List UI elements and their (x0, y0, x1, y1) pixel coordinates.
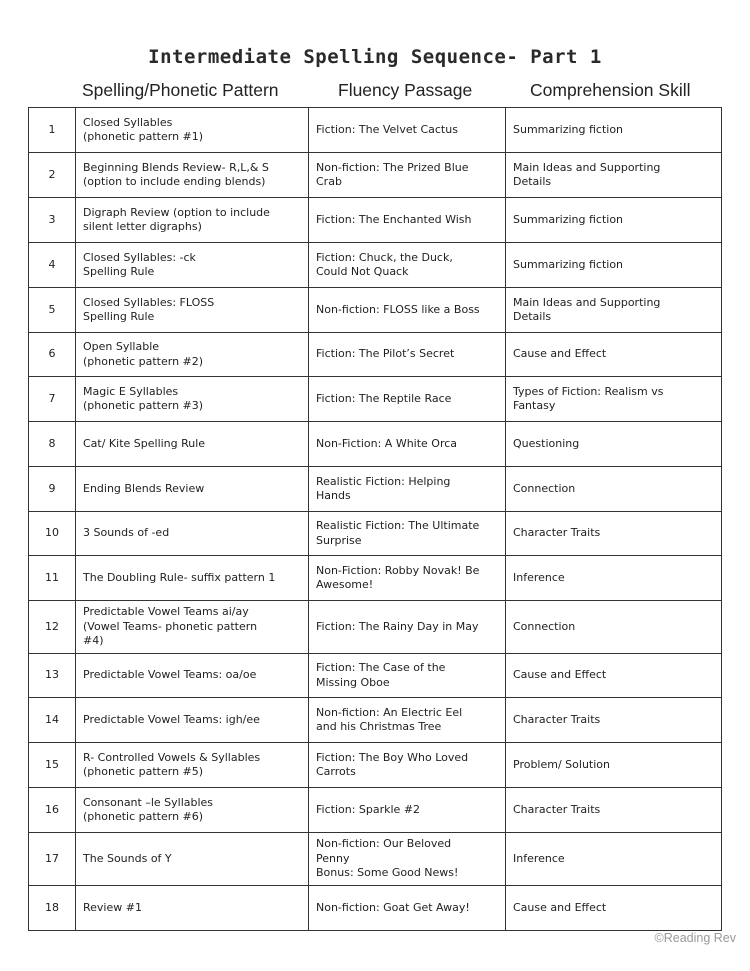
fluency-passage-cell: Fiction: Sparkle #2 (309, 788, 506, 833)
comprehension-skill-cell: Connection (506, 601, 722, 654)
fluency-passage-cell: Non-fiction: An Electric Eel and his Christmas Tree (309, 698, 506, 743)
row-number: 12 (29, 601, 76, 654)
comprehension-skill-cell: Problem/ Solution (506, 743, 722, 788)
spelling-pattern-cell: Closed Syllables: -ck Spelling Rule (76, 243, 309, 288)
row-number: 18 (29, 886, 76, 931)
spelling-pattern-cell: The Doubling Rule- suffix pattern 1 (76, 556, 309, 601)
fluency-passage-cell: Non-Fiction: Robby Novak! Be Awesome! (309, 556, 506, 601)
comprehension-skill-cell: Connection (506, 467, 722, 512)
fluency-passage-cell: Fiction: The Rainy Day in May (309, 601, 506, 654)
spelling-pattern-cell: Closed Syllables: FLOSS Spelling Rule (76, 288, 309, 333)
fluency-passage-cell: Fiction: The Enchanted Wish (309, 198, 506, 243)
comprehension-skill-cell: Character Traits (506, 788, 722, 833)
sequence-table-body (29, 108, 722, 931)
table-row (29, 743, 722, 788)
row-number: 16 (29, 788, 76, 833)
row-number: 2 (29, 153, 76, 198)
row-number: 7 (29, 377, 76, 422)
spelling-pattern-cell: Consonant –le Syllables (phonetic pattern #6) (76, 788, 309, 833)
document-title: Intermediate Spelling Sequence- Part 1 (148, 46, 602, 68)
fluency-passage-cell: Non-fiction: Goat Get Away! (309, 886, 506, 931)
row-number: 3 (29, 198, 76, 243)
spelling-pattern-cell: Review #1 (76, 886, 309, 931)
spelling-pattern-cell: Predictable Vowel Teams ai/ay (Vowel Teams- phonetic pattern #4) (76, 601, 309, 654)
fluency-passage-cell: Fiction: The Boy Who Loved Carrots (309, 743, 506, 788)
table-row (29, 833, 722, 886)
comprehension-skill-cell: Summarizing fiction (506, 243, 722, 288)
spelling-pattern-cell: Magic E Syllables (phonetic pattern #3) (76, 377, 309, 422)
header-spelling-pattern: Spelling/Phonetic Pattern (82, 80, 279, 100)
spelling-pattern-cell: Predictable Vowel Teams: igh/ee (76, 698, 309, 743)
spelling-pattern-cell: Beginning Blends Review- R,L,& S (option to include ending blends) (76, 153, 309, 198)
fluency-passage-cell: Realistic Fiction: Helping Hands (309, 467, 506, 512)
comprehension-skill-cell: Main Ideas and Supporting Details (506, 288, 722, 333)
table-row (29, 512, 722, 556)
fluency-passage-cell: Fiction: The Pilot’s Secret (309, 333, 506, 377)
row-number: 13 (29, 654, 76, 698)
fluency-passage-cell: Realistic Fiction: The Ultimate Surprise (309, 512, 506, 556)
row-number: 14 (29, 698, 76, 743)
fluency-passage-cell: Fiction: The Velvet Cactus (309, 108, 506, 153)
comprehension-skill-cell: Cause and Effect (506, 654, 722, 698)
fluency-passage-cell: Non-fiction: The Prized Blue Crab (309, 153, 506, 198)
header-fluency-passage: Fluency Passage (338, 80, 473, 100)
comprehension-skill-cell: Character Traits (506, 512, 722, 556)
fluency-passage-cell: Fiction: The Reptile Race (309, 377, 506, 422)
spelling-pattern-cell: The Sounds of Y (76, 833, 309, 886)
table-row (29, 377, 722, 422)
fluency-passage-cell: Fiction: The Case of the Missing Oboe (309, 654, 506, 698)
table-row (29, 788, 722, 833)
spelling-pattern-cell: Cat/ Kite Spelling Rule (76, 422, 309, 467)
table-row (29, 654, 722, 698)
spelling-pattern-cell: R- Controlled Vowels & Syllables (phonetic pattern #5) (76, 743, 309, 788)
table-row (29, 698, 722, 743)
spelling-pattern-cell: Ending Blends Review (76, 467, 309, 512)
sequence-table (28, 107, 722, 931)
row-number: 6 (29, 333, 76, 377)
header-comprehension-skill: Comprehension Skill (530, 80, 691, 100)
comprehension-skill-cell: Cause and Effect (506, 333, 722, 377)
comprehension-skill-cell: Inference (506, 833, 722, 886)
comprehension-skill-cell: Main Ideas and Supporting Details (506, 153, 722, 198)
table-row (29, 333, 722, 377)
row-number: 5 (29, 288, 76, 333)
spelling-pattern-cell: Digraph Review (option to include silent letter digraphs) (76, 198, 309, 243)
comprehension-skill-cell: Inference (506, 556, 722, 601)
table-row (29, 422, 722, 467)
fluency-passage-cell: Fiction: Chuck, the Duck, Could Not Quack (309, 243, 506, 288)
spelling-pattern-cell: Predictable Vowel Teams: oa/oe (76, 654, 309, 698)
table-row (29, 556, 722, 601)
table-row (29, 198, 722, 243)
row-number: 9 (29, 467, 76, 512)
row-number: 1 (29, 108, 76, 153)
table-row (29, 153, 722, 198)
spelling-pattern-cell: Closed Syllables (phonetic pattern #1) (76, 108, 309, 153)
comprehension-skill-cell: Summarizing fiction (506, 198, 722, 243)
table-row (29, 108, 722, 153)
row-number: 11 (29, 556, 76, 601)
row-number: 8 (29, 422, 76, 467)
table-row (29, 886, 722, 931)
row-number: 10 (29, 512, 76, 556)
spelling-pattern-cell: 3 Sounds of -ed (76, 512, 309, 556)
spelling-pattern-cell: Open Syllable (phonetic pattern #2) (76, 333, 309, 377)
table-row (29, 243, 722, 288)
row-number: 4 (29, 243, 76, 288)
row-number: 15 (29, 743, 76, 788)
comprehension-skill-cell: Questioning (506, 422, 722, 467)
table-row (29, 601, 722, 654)
comprehension-skill-cell: Types of Fiction: Realism vs Fantasy (506, 377, 722, 422)
fluency-passage-cell: Non-fiction: Our Beloved Penny Bonus: Some Good News! (309, 833, 506, 886)
comprehension-skill-cell: Cause and Effect (506, 886, 722, 931)
table-row (29, 288, 722, 333)
column-headers (28, 80, 750, 106)
fluency-passage-cell: Non-Fiction: A White Orca (309, 422, 506, 467)
table-row (29, 467, 722, 512)
comprehension-skill-cell: Character Traits (506, 698, 722, 743)
fluency-passage-cell: Non-fiction: FLOSS like a Boss (309, 288, 506, 333)
comprehension-skill-cell: Summarizing fiction (506, 108, 722, 153)
row-number: 17 (29, 833, 76, 886)
copyright-footer: ©Reading Rev (654, 931, 736, 945)
